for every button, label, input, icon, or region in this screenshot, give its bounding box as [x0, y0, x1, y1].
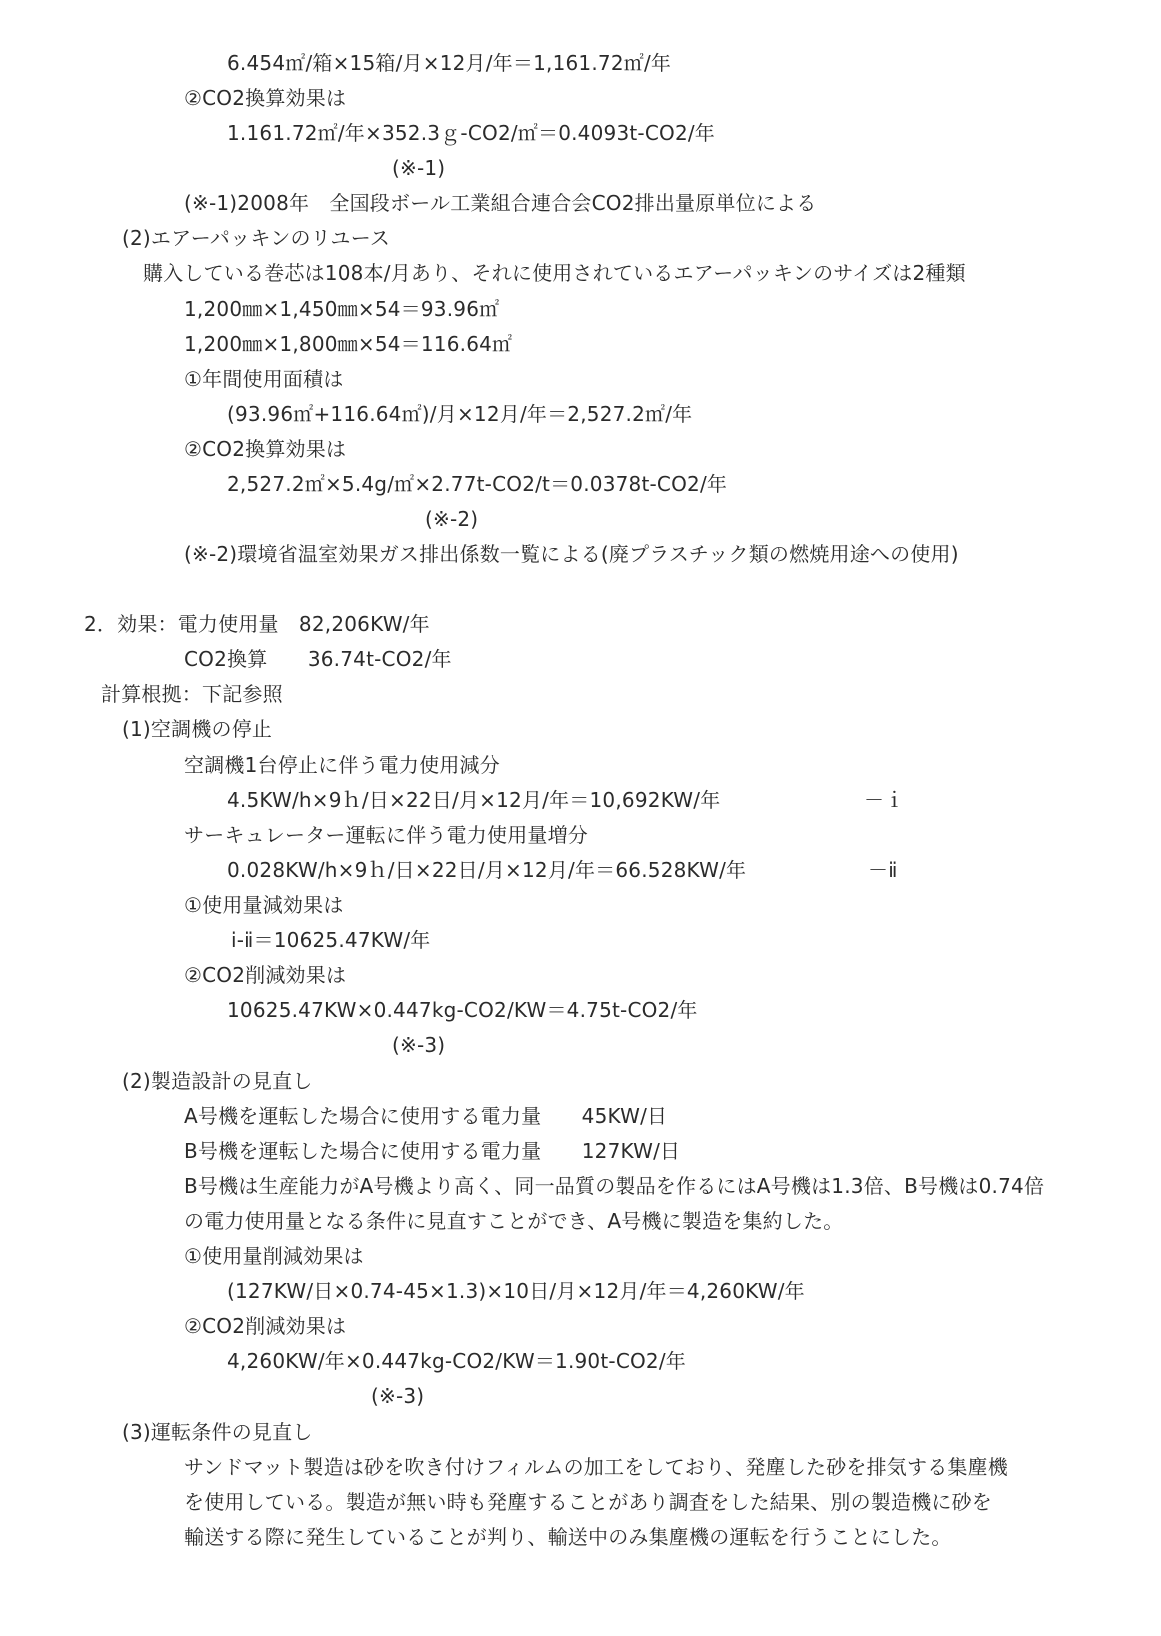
air-packing-description: 購入している巻芯は108本/月あり、それに使用されているエアーパッキンのサイズは2種類 — [143, 261, 966, 285]
cardboard-co2-calc: 1.161.72㎡/年×352.3ｇ-CO2/㎡＝0.4093t-CO2/年 — [227, 121, 716, 145]
ac-usage-heading: ①使用量減効果は — [184, 893, 344, 917]
air-co2-calc: 2,527.2㎡×5.4g/㎡×2.77t-CO2/t＝0.0378t-CO2/年 — [227, 472, 728, 496]
ac-usage-calc: ⅰ-ⅱ＝10625.47KW/年 — [231, 928, 431, 952]
ac-reduction-calc: 4.5KW/h×9ｈ/日×22日/月×12月/年＝10,692KW/年 — [227, 788, 721, 812]
operation-heading: (3)運転条件の見直し — [122, 1420, 313, 1444]
ac-co2-calc: 10625.47KW×0.447kg-CO2/KW＝4.75t-CO2/年 — [227, 998, 698, 1022]
air-packing-size-1: 1,200㎜×1,450㎜×54＝93.96㎡ — [184, 297, 500, 321]
air-note-mark: (※-2) — [425, 507, 479, 531]
machine-a-power: A号機を運転した場合に使用する電力量 45KW/日 — [184, 1104, 668, 1128]
ac-reduction-label: 空調機1台停止に伴う電力使用減分 — [184, 753, 500, 777]
effect-power: 2．効果：電力使用量 82,206KW/年 — [84, 612, 430, 636]
annual-area-calc: (93.96㎡+116.64㎡)/月×12月/年＝2,527.2㎡/年 — [227, 402, 693, 426]
circulator-calc: 0.028KW/h×9ｈ/日×22日/月×12月/年＝66.528KW/年 — [227, 858, 747, 882]
air-packing-heading: (2)エアーパッキンのリユース — [122, 226, 391, 250]
ac-reduction-tag: －ｉ — [864, 788, 905, 812]
cardboard-calc-line: 6.454㎡/箱×15箱/月×12月/年＝1,161.72㎡/年 — [227, 51, 672, 75]
design-note-mark: (※-3) — [371, 1384, 425, 1408]
annual-area-heading: ①年間使用面積は — [184, 367, 344, 391]
air-packing-size-2: 1,200㎜×1,800㎜×54＝116.64㎡ — [184, 332, 513, 356]
design-co2-calc: 4,260KW/年×0.447kg-CO2/KW＝1.90t-CO2/年 — [227, 1349, 686, 1373]
design-desc-line-2: の電力使用量となる条件に見直すことができ、A号機に製造を集約した。 — [184, 1209, 844, 1233]
circulator-tag: －ⅱ — [868, 858, 898, 882]
design-usage-calc: (127KW/日×0.74-45×1.3)×10日/月×12月/年＝4,260KW/年 — [227, 1279, 805, 1303]
operation-line-2: を使用している。製造が無い時も発塵することがあり調査をした結果、別の製造機に砂を — [184, 1490, 992, 1514]
cardboard-footnote: (※-1)2008年 全国段ボール工業組合連合会CO2排出量原単位による — [184, 191, 817, 215]
ac-note-mark: (※-3) — [392, 1033, 446, 1057]
cardboard-note-mark: (※-1) — [392, 156, 446, 180]
operation-line-1: サンドマット製造は砂を吹き付けフィルムの加工をしており、発塵した砂を排気する集塵機 — [184, 1455, 1008, 1479]
operation-line-3: 輸送する際に発生していることが判り、輸送中のみ集塵機の運転を行うことにした。 — [184, 1525, 952, 1549]
air-co2-heading: ②CO2換算効果は — [184, 437, 347, 461]
design-co2-heading: ②CO2削減効果は — [184, 1314, 347, 1338]
calculation-basis: 計算根拠：下記参照 — [101, 682, 283, 706]
design-desc-line-1: B号機は生産能力がA号機より高く、同一品質の製品を作るにはA号機は1.3倍、B号機は0.74倍 — [184, 1174, 1045, 1198]
air-footnote: (※-2)環境省温室効果ガス排出係数一覧による(廃プラスチック類の燃焼用途への使用) — [184, 542, 959, 566]
design-heading: (2)製造設計の見直し — [122, 1069, 313, 1093]
circulator-label: サーキュレーター運転に伴う電力使用量増分 — [184, 823, 588, 847]
effect-co2: CO2換算 36.74t-CO2/年 — [184, 647, 452, 671]
machine-b-power: B号機を運転した場合に使用する電力量 127KW/日 — [184, 1139, 681, 1163]
ac-co2-heading: ②CO2削減効果は — [184, 963, 347, 987]
design-usage-heading: ①使用量削減効果は — [184, 1244, 364, 1268]
cardboard-co2-heading: ②CO2換算効果は — [184, 86, 347, 110]
ac-heading: (1)空調機の停止 — [122, 717, 273, 741]
